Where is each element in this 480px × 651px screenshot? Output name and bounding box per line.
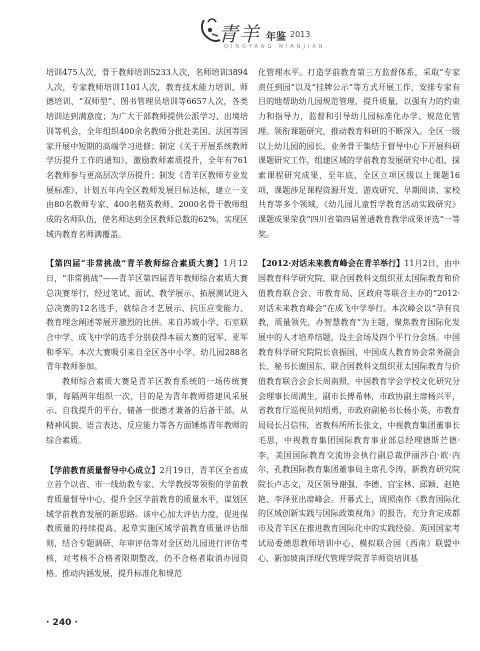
left-paragraph-contest-2: 教师综合素质大赛是青羊区教育系统的一场传统赛事，每隔两年组织一次，目的是为青年教师搭建风采展示、自我提升的平台，储备一批德才兼备的后备干部，从精神风貌、语言表达、反应能力等各方面锤炼青年教师的综合素质。 — [46, 377, 248, 445]
logo-year: 2013 — [290, 30, 311, 39]
right-paragraph-1: 化管理水平。打造学前教育第三方监督体系，采取“专家责任到园”以及“挂牌公示”等方式开展工作，安排专家有目的地帮助幼儿园规范管理，提升质量，以强有力的约束力和指导力，监督和引导幼儿园标准化办学、规范化管理。领衔课题研究，推动教育科研的不断深入。全区一级以上幼儿园的园长、业务骨干集结于督导中心下开展科研课题研究工作，组建区域的学前教育发展研究中心组，探索课程研究成果，至年底，全区立项区级以上课题16项，课题涉足课程资源开发、游戏研究、早期阅读、家校共育等多个领域，《幼儿园儿童哲学教育活动实践研究》课题成果荣获“四川省第四届普通教育教学成果评选”一等奖。 — [258, 68, 460, 239]
section-title: 【2012·对话未来教育峰会在青羊举行】 — [258, 258, 405, 269]
section-body: 11月2日，由中国教育科学研究院、联合国教科文组织亚太国际教育和价值教育联合会、市教育局、区政府等联合主办的“2012·对话未来教育峰会”在成飞中学举行。本次峰会以“孕有良教，质量领先，办智慧教育”为主题，聚焦教育国际化发展中的人才培养结题，设主会场及四个平行分会场。中国教育科学研究院院长袁振国，中国成人教育协会常务副会长、秘书长谢国东，联合国教科文组织亚太国际教育与价值教育联合会会长周南照，中国教育学会学校文化研究分会理事长周满生，副市长傅希林，市政协副主席杨兴平，省教育厅巡视员何绍勇，市政府副秘书长杨小英，市教育局局长吕信伟，省教科所所长张文，中视教育集团董事长毛思，中视教育集团国际教育事业部总经理德斯芒德·李，美国国际教育交流协会执行副总裁伊丽莎白·欧·内尔，孔教国际教育集团董事局主席孔令涛，新教育研究院院长卢志文，及区领导谢强、李德、宫宝林、邱颖、赵艳艳、李泽亚出席峰会。开幕式上，周照南作《教育国际化的区域创新实践与国际政策视角》的报告，充分肯定成都市及青羊区在推进教育国际化中的实践经验。英国国家考试局委德思教师培训中心、模拟联合国（西南）联盟中心、新加坡南洋现代管理学院青羊师资培训基 — [258, 259, 460, 563]
section-preschool-center — [46, 463, 248, 582]
logo-subtitle: 年鉴 — [266, 32, 286, 43]
section-future-summit — [258, 256, 460, 566]
page-header — [0, 0, 480, 60]
section-teacher-contest — [46, 256, 248, 375]
left-column — [46, 66, 248, 581]
section-body: 2月19日，青羊区全省成立首个以省、市一线幼教专家、大学教授等领衔的学前教育质量督导中心，提升全区学前教育的质量水平，谋划区域学前教育发展的新思路。该中心加大评估力度，促进保教质量的持续提高。起草实施区域学前教育质量评估细则，结合专题调研、年审评估等对全区幼儿园进行评估考核，对考核不合格者限期整改，仍不合格者取消办园资格。推动内涵发展，提升标准化和规范 — [46, 465, 248, 578]
logo-title: 青羊 — [218, 22, 260, 46]
section-title: 【第四届“非常挑战”青羊教师综合素质大赛】 — [46, 258, 224, 269]
page-number: · 240 · — [46, 618, 78, 628]
section-title: 【学前教育质量督导中心成立】 — [46, 464, 160, 475]
left-paragraph-1: 培训475人次，骨干教师培训5233人次，名师培训3894人次，专家教师培训1101人次，教育技术能力培训、师德培训、“双师型”、图书管理员培训等6657人次，各类培训达到满意度；为广大干部教师提供公派学习、出境培训等机会，全年组织400余名教师分批赴美国、法国等国家开展中短期的高端学习进修；制定《关于开展系统教师学历提升工作的通知》，激励教师素质提升，全年有761名教师参与更高层次学历提升；制发《青羊区教师专业发展标准》，计划五年内全区教师发展目标达标，建立一支由80名教师专家、400名精英教师、2000名骨干教师组成的名师队伍，使名师达到全区教师总数的62%，实现区域内教育名师满覆盖。 — [46, 68, 248, 239]
section-body: 1月12日，“非常挑战”——青羊区第四届青年教师综合素质大赛总决赛举行，经过笔试、面试、教学展示、拓展测试进入总决赛的12名选手，就综合才艺展示、抗压应变能力、教育理念阐述等展开激烈的比拼。来自苏坡小学、石室联合中学、成飞中学的选手分别获得本届大赛的冠军、亚军和季军。本次大赛吸引来自全区各中小学、幼儿园288名青年教师参加。 — [46, 259, 248, 372]
logo-pinyin: QINGYANG NIANJIAN — [224, 44, 326, 50]
right-column — [258, 66, 460, 566]
